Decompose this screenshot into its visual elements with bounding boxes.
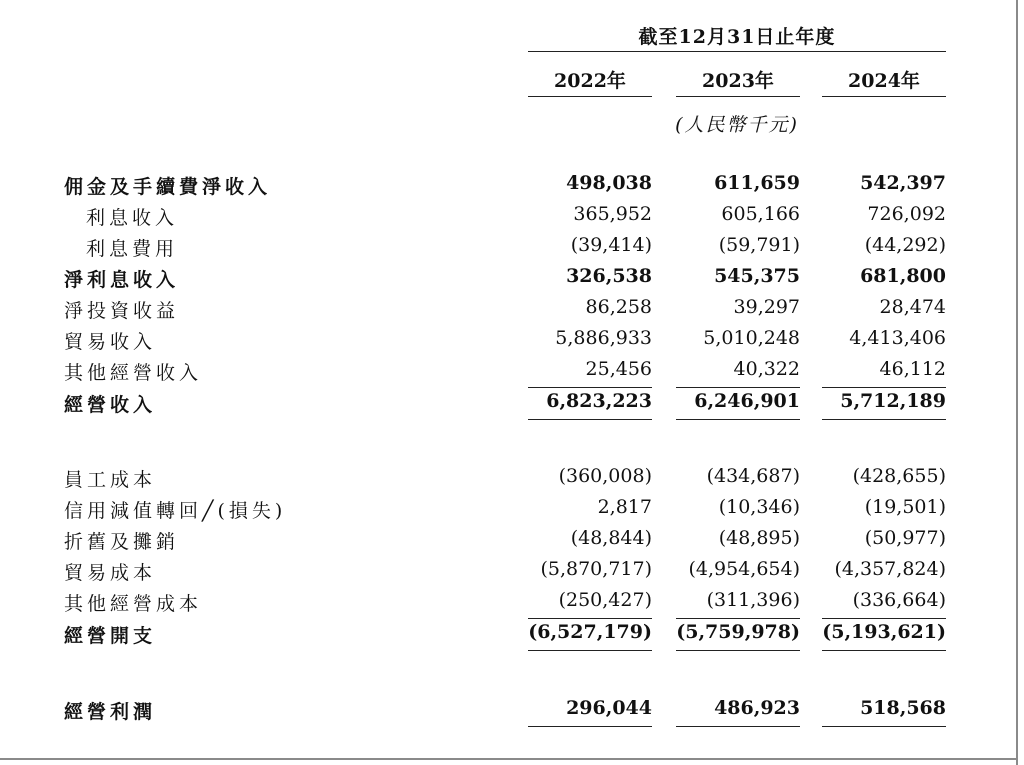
value-2024: 5,712,189	[840, 390, 946, 412]
value-2022: 326,538	[566, 265, 652, 287]
row-label: 利息費用	[86, 238, 179, 260]
row-label: 其他經營收入	[64, 362, 203, 384]
subtotal-rule-bottom	[528, 650, 652, 651]
unit-label: (人民幣千元)	[675, 114, 799, 136]
value-2023: 5,010,248	[703, 327, 800, 349]
row-label: 利息收入	[86, 207, 179, 229]
subtotal-rule-top	[676, 618, 800, 619]
total-rule	[528, 726, 652, 727]
subtotal-rule-bottom	[822, 419, 946, 420]
table-row	[0, 327, 1016, 357]
table-row	[0, 358, 1016, 388]
table-row	[0, 172, 1016, 202]
subtotal-rule-top	[528, 387, 652, 388]
table-row	[0, 465, 1016, 495]
value-2024: (5,193,621)	[822, 621, 946, 643]
value-2022: 5,886,933	[555, 327, 652, 349]
row-label: 貿易成本	[64, 562, 157, 584]
subtotal-rule-bottom	[676, 650, 800, 651]
value-2023: (59,791)	[718, 234, 800, 256]
subtotal-rule-top	[528, 618, 652, 619]
total-rule	[822, 726, 946, 727]
value-2023: 40,322	[733, 358, 800, 380]
value-2023: 6,246,901	[694, 390, 800, 412]
value-2024: (428,655)	[852, 465, 946, 487]
value-2024: (4,357,824)	[834, 558, 946, 580]
table-row	[0, 589, 1016, 619]
value-2023: 611,659	[714, 172, 800, 194]
year-header-2022: 2022年	[554, 70, 626, 92]
row-label: 經營利潤	[64, 701, 157, 723]
value-2022: 498,038	[566, 172, 652, 194]
value-2022: 365,952	[573, 203, 652, 225]
value-2024: (44,292)	[864, 234, 946, 256]
table-row	[0, 496, 1016, 526]
table-row	[0, 203, 1016, 233]
value-2022: 25,456	[585, 358, 652, 380]
year-underline-2022	[528, 96, 652, 97]
value-2024: 46,112	[879, 358, 946, 380]
value-2023: (434,687)	[706, 465, 800, 487]
table-row	[0, 234, 1016, 264]
row-label: 貿易收入	[64, 331, 157, 353]
value-2024: 4,413,406	[849, 327, 946, 349]
row-label: 佣金及手續費淨收入	[64, 176, 272, 198]
table-row	[0, 621, 1016, 651]
row-label: 淨投資收益	[64, 300, 180, 322]
value-2022: (48,844)	[570, 527, 652, 549]
total-rule	[676, 726, 800, 727]
table-row	[0, 296, 1016, 326]
value-2024: 681,800	[860, 265, 946, 287]
value-2022: (250,427)	[558, 589, 652, 611]
value-2023: (4,954,654)	[688, 558, 800, 580]
value-2023: (10,346)	[718, 496, 800, 518]
value-2023: 39,297	[733, 296, 800, 318]
page-frame-bottom	[0, 758, 1018, 760]
value-2023: (311,396)	[706, 589, 800, 611]
value-2023: 605,166	[721, 203, 800, 225]
value-2023: 486,923	[714, 697, 800, 719]
period-header: 截至12月31日止年度	[638, 26, 836, 48]
value-2024: (19,501)	[864, 496, 946, 518]
subtotal-rule-bottom	[676, 419, 800, 420]
value-2022: (360,008)	[558, 465, 652, 487]
value-2023: (48,895)	[718, 527, 800, 549]
value-2023: (5,759,978)	[676, 621, 800, 643]
value-2024: (336,664)	[852, 589, 946, 611]
year-underline-2024	[822, 96, 946, 97]
value-2022: (39,414)	[570, 234, 652, 256]
page-frame-right	[1016, 0, 1018, 765]
row-label: 員工成本	[64, 469, 157, 491]
value-2022: 6,823,223	[546, 390, 652, 412]
year-underline-2023	[676, 96, 800, 97]
row-label: 經營收入	[64, 394, 157, 416]
year-header-2024: 2024年	[848, 70, 920, 92]
value-2024: 542,397	[860, 172, 946, 194]
row-label: 淨利息收入	[64, 269, 180, 291]
period-underline	[528, 51, 946, 52]
value-2022: (6,527,179)	[528, 621, 652, 643]
subtotal-rule-bottom	[822, 650, 946, 651]
value-2022: 296,044	[566, 697, 652, 719]
value-2024: 726,092	[867, 203, 946, 225]
value-2024: (50,977)	[864, 527, 946, 549]
row-label: 經營開支	[64, 625, 157, 647]
value-2024: 28,474	[879, 296, 946, 318]
table-row	[0, 558, 1016, 588]
subtotal-rule-bottom	[528, 419, 652, 420]
row-label: 信用減值轉回╱(損失)	[64, 500, 287, 522]
row-label: 其他經營成本	[64, 593, 203, 615]
year-header-2023: 2023年	[702, 70, 774, 92]
value-2022: 86,258	[585, 296, 652, 318]
value-2022: (5,870,717)	[540, 558, 652, 580]
value-2024: 518,568	[860, 697, 946, 719]
subtotal-rule-top	[822, 618, 946, 619]
value-2022: 2,817	[597, 496, 652, 518]
value-2023: 545,375	[714, 265, 800, 287]
table-row	[0, 265, 1016, 295]
row-label: 折舊及攤銷	[64, 531, 180, 553]
subtotal-rule-top	[676, 387, 800, 388]
table-row	[0, 390, 1016, 420]
table-row	[0, 697, 1016, 727]
subtotal-rule-top	[822, 387, 946, 388]
table-row	[0, 527, 1016, 557]
